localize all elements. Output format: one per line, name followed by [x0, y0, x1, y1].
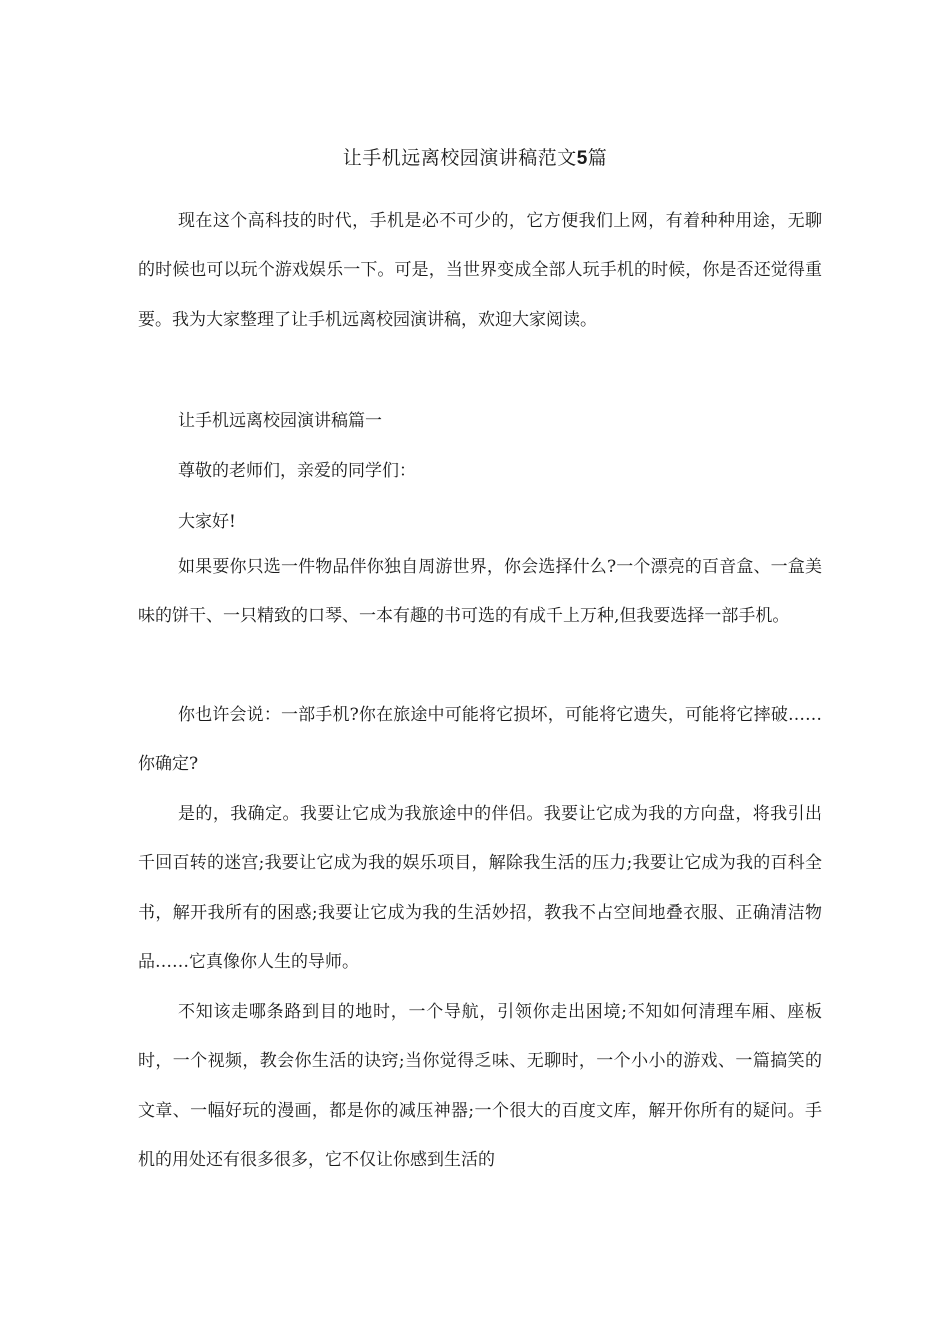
salutation: 尊敬的老师们，亲爱的同学们： — [178, 461, 416, 481]
title-number: 5 — [576, 148, 588, 169]
title-suffix: 篇 — [587, 147, 608, 169]
body-paragraph-3: 是的，我确定。我要让它成为我旅途中的伴侣。我要让它成为我的方向盘，将我引出千回百转的迷宫;我要让它成为我的娱乐项目，解除我生活的压力;我要让它成为我的百科全书，解开我所有的困惑;我要让它成为我的生活妙招，教我不占空间地叠衣服、正确清洁物品……它真像你人生的导师。 — [138, 804, 822, 973]
body-paragraph-4: 不知该走哪条路到目的地时，一个导航，引领你走出困境;不知如何清理车厢、座板时，一个视频，教会你生活的诀窍;当你觉得乏味、无聊时，一个小小的游戏、一篇搞笑的文章、一幅好玩的漫画，都是你的减压神器;一个很大的百度文库，解开你所有的疑问。手机的用处还有很多很多，它不仅让你感到生活的 — [138, 1002, 822, 1171]
title-text: 让手机远离校园演讲稿范文 — [342, 147, 577, 169]
body-paragraph-2: 你也许会说：一部手机?你在旅途中可能将它损坏，可能将它遗失，可能将它摔破……你确定? — [138, 705, 822, 775]
intro-paragraph: 现在这个高科技的时代，手机是必不可少的，它方便我们上网，有着种种用途，无聊的时候也可以玩个游戏娱乐一下。可是，当世界变成全部人玩手机的时候，你是否还觉得重要。我为大家整理了让手机远离校园演讲稿，欢迎大家阅读。 — [138, 211, 822, 330]
greeting: 大家好! — [178, 512, 236, 532]
document-title — [0, 143, 950, 174]
section-heading: 让手机远离校园演讲稿篇一 — [178, 411, 382, 431]
body-paragraph-1: 如果要你只选一件物品伴你独自周游世界，你会选择什么?一个漂亮的百音盒、一盒美味的饼干、一只精致的口琴、一本有趣的书可选的有成千上万种,但我要选择一部手机。 — [138, 557, 822, 627]
